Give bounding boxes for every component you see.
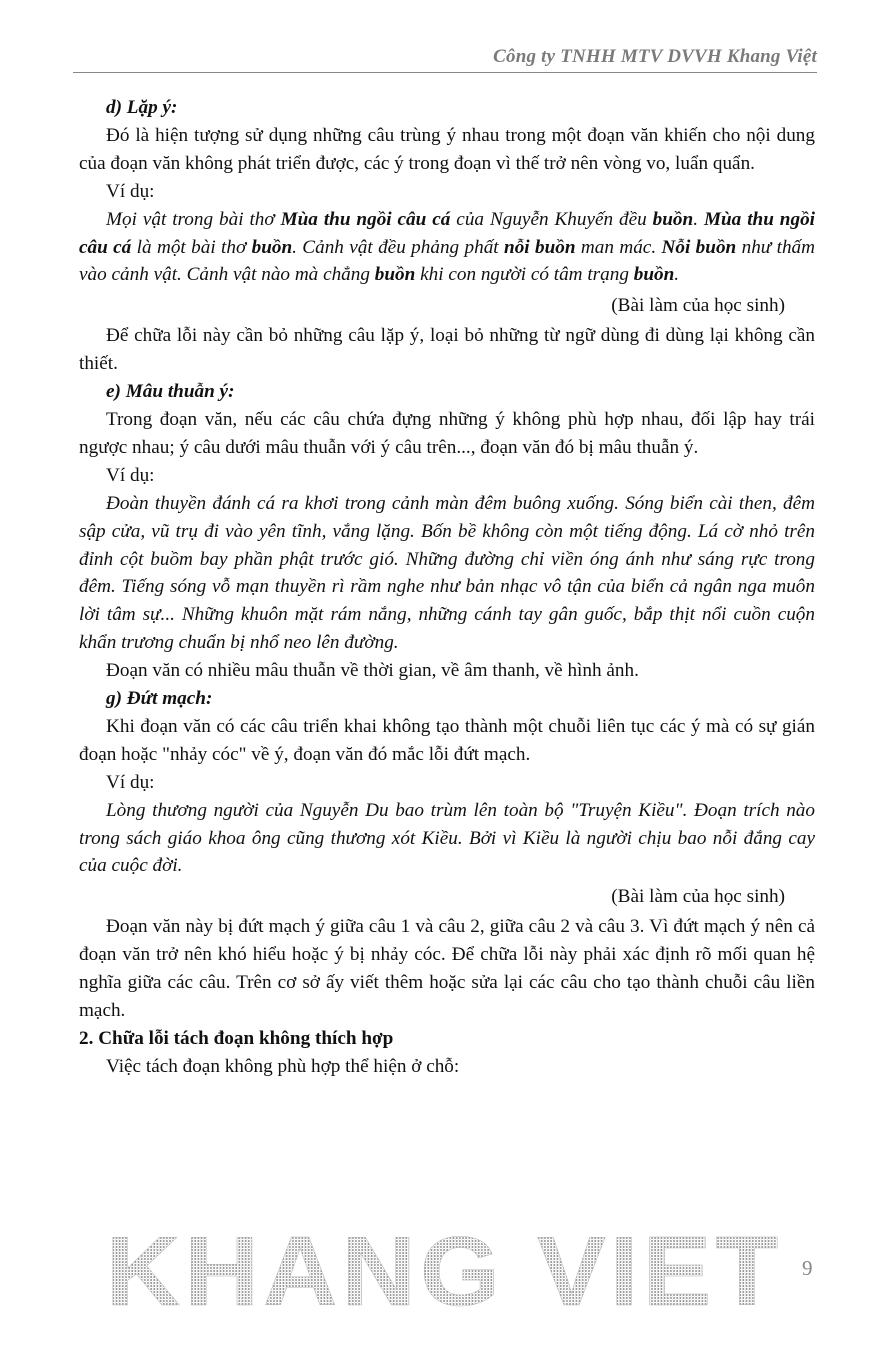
emphasized-text: Nỗi buồn xyxy=(661,236,737,258)
subsection-heading-e: e) Mâu thuẫn ý: xyxy=(106,381,235,403)
emphasized-text: buồn xyxy=(251,236,293,258)
paragraph: Đoạn văn có nhiều mâu thuẫn về thời gian, về âm thanh, về hình ảnh. xyxy=(106,660,639,682)
example-text-segment: khi con người có tâm trạng xyxy=(415,264,634,286)
page-number: 9 xyxy=(802,1256,813,1280)
page-body xyxy=(79,94,815,1081)
paragraph: Đoạn văn này bị đứt mạch ý giữa câu 1 và câu 2, giữa câu 2 và câu 3. Vì đứt mạch ý nên cả đoạn văn trở nên khó hiểu hoặc ý bị nhảy cóc. Để chữa lỗi này phải xác định rõ mối quan hệ nghĩa giữa các câu. Trên cơ sở ấy viết thêm hoặc sửa lại các câu cho tạo thành chuỗi câu liền mạch. xyxy=(79,916,815,1021)
paragraph: Việc tách đoạn không phù hợp thể hiện ở chỗ: xyxy=(106,1055,460,1077)
section-heading: 2. Chữa lỗi tách đoạn không thích hợp xyxy=(79,1027,394,1049)
header-divider xyxy=(73,72,817,73)
subsection-heading-d: d) Lặp ý: xyxy=(106,97,178,118)
example-text-segment: của Nguyễn Khuyến đều xyxy=(450,208,653,230)
example-text: Đoàn thuyền đánh cá ra khơi trong cảnh màn đêm buông xuống. Sóng biển cài then, đêm sập cửa, vũ trụ đi vào yên tĩnh, vắng lặng. Bốn bề không còn một tiếng động. Lá cờ nhỏ trên đỉnh cột buồm bay phần phật trước gió. Những đường chỉ viền óng ánh như sáng rực trong đêm. Tiếng sóng vỗ mạn thuyền rì rầm nghe như bản nhạc vô tận của biển cả ngân nga muôn lời tâm sự... Những khuôn mặt rám nắng, những cánh tay gân guốc, bắp thịt nổi cuồn cuộn khẩn trương chuẩn bị nhổ neo lên đường. xyxy=(79,492,815,654)
example-label: Ví dụ: xyxy=(106,771,155,793)
khang-viet-watermark: KHANG VIET xyxy=(106,1216,783,1326)
example-text-segment: là một bài thơ xyxy=(131,236,252,258)
publisher-header: Công ty TNHH MTV DVVH Khang Việt xyxy=(493,46,817,67)
paragraph: Trong đoạn văn, nếu các câu chứa đựng những ý không phù hợp nhau, đối lập hay trái ngược nhau; ý câu dưới mâu thuẫn với ý câu trên..., đoạn văn đó bị mâu thuẫn ý. xyxy=(79,408,815,458)
paragraph: Khi đoạn văn có các câu triển khai không tạo thành một chuỗi liên tục các ý mà có sự gián đoạn hoặc "nhảy cóc" về ý, đoạn văn đó mắc lỗi đứt mạch. xyxy=(79,715,815,765)
example-text-segment: man mác. xyxy=(575,236,662,258)
emphasized-text: Mùa thu ngồi câu cá xyxy=(280,208,451,230)
subsection-heading-g: g) Đứt mạch: xyxy=(106,688,213,710)
example-label: Ví dụ: xyxy=(106,464,155,486)
paragraph: Đó là hiện tượng sử dụng những câu trùng ý nhau trong một đoạn văn khiến cho nội dung của đoạn văn không phát triển được, các ý trong đoạn vì thế trở nên vòng vo, luẩn quẩn. xyxy=(79,124,815,174)
emphasized-text: buồn xyxy=(374,264,416,286)
example-text xyxy=(79,206,815,290)
example-label: Ví dụ: xyxy=(106,180,155,202)
emphasized-text: buồn xyxy=(633,264,675,286)
attribution: (Bài làm của học sinh) xyxy=(611,295,785,317)
example-text-segment: Mọi vật trong bài thơ xyxy=(106,208,281,230)
paragraph: Để chữa lỗi này cần bỏ những câu lặp ý, loại bỏ những từ ngữ dùng đi dùng lại không cần thiết. xyxy=(79,325,815,375)
attribution: (Bài làm của học sinh) xyxy=(611,886,785,908)
example-text-segment: . xyxy=(693,208,704,230)
emphasized-text: Mùa thu ngồi câu cá xyxy=(79,208,815,258)
emphasized-text: nỗi buồn xyxy=(504,236,576,258)
example-text-segment: như thấm vào cảnh vật. Cảnh vật nào mà chẳng xyxy=(79,236,816,286)
example-text-segment: . xyxy=(674,264,680,286)
example-text: Lòng thương người của Nguyễn Du bao trùm lên toàn bộ "Truyện Kiều". Đoạn trích nào trong sách giáo khoa ông cũng thương xót Kiều. Bởi vì Kiều là người chịu bao nỗi đắng cay của cuộc đời. xyxy=(79,799,815,877)
example-text-segment: . Cảnh vật đều phảng phất xyxy=(292,236,505,258)
emphasized-text: buồn xyxy=(652,208,694,230)
